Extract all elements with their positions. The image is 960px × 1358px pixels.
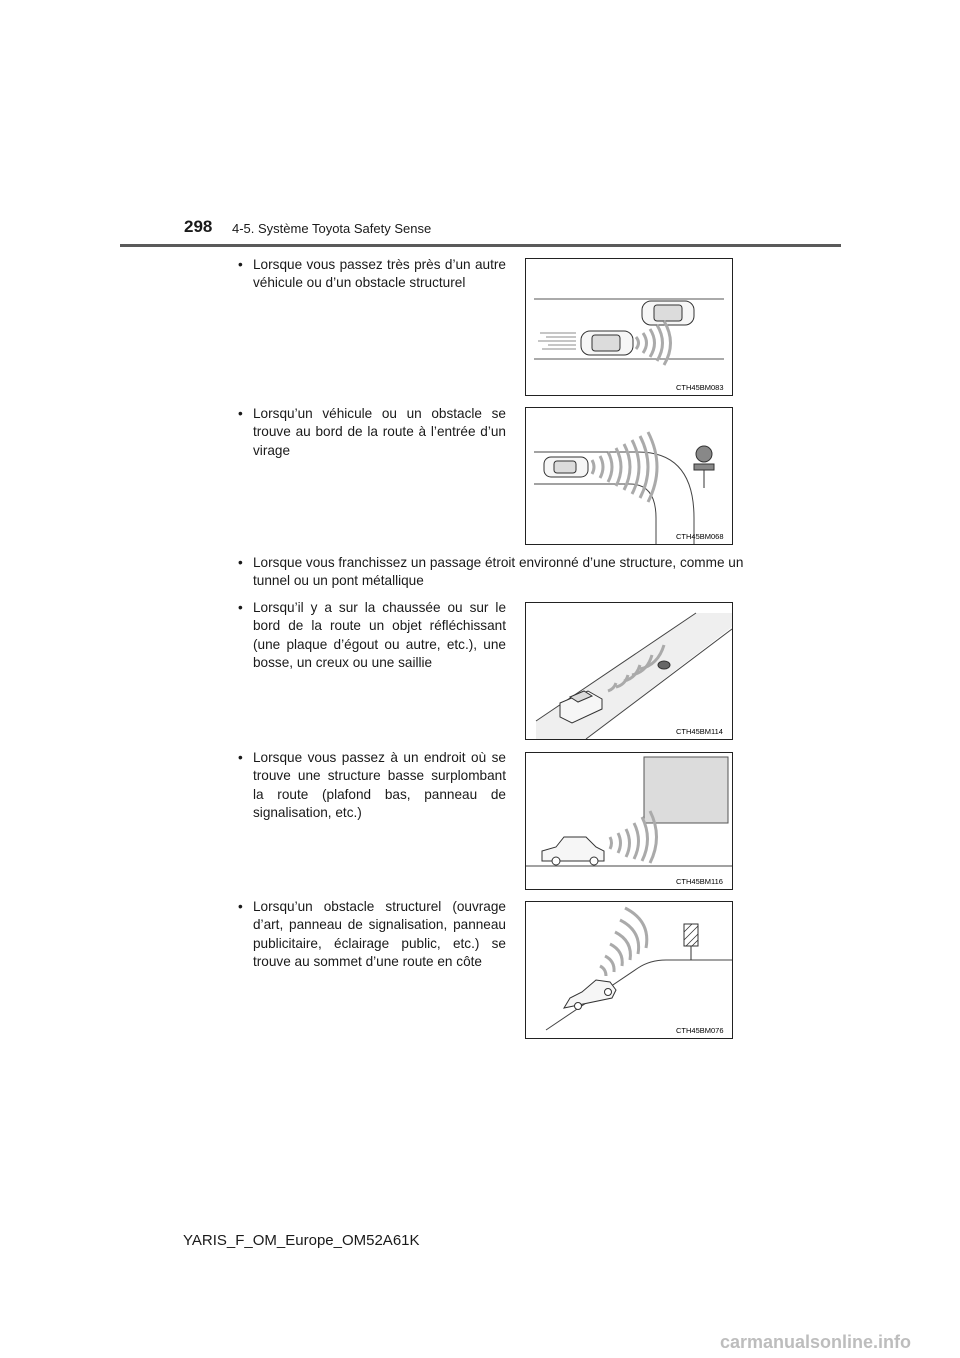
bullet-icon: • xyxy=(238,750,243,765)
parked-car-icon xyxy=(642,301,694,325)
watermark: carmanualsonline.info xyxy=(720,1332,912,1352)
bullet-text: Lorsqu’un véhicule ou un obstacle se trouve au bord de la route à l’entrée d’un virage xyxy=(253,406,506,458)
bullet-icon: • xyxy=(238,257,243,272)
hill-crest-illustration xyxy=(526,902,732,1038)
bullet-text: Lorsqu’il y a sur la chaussée ou sur le bord de la route un objet réfléchissant (une plaque d’égout ou autre, etc.), une bosse, un creux ou une saillie xyxy=(253,600,506,671)
section-title: 4-5. Système Toyota Safety Sense xyxy=(232,221,432,236)
car-icon xyxy=(544,457,588,477)
bullet-item xyxy=(238,256,506,293)
figure-code: CTH45BM076 xyxy=(676,1026,724,1035)
figure-reflective-object xyxy=(525,602,733,740)
manhole-cover-icon xyxy=(658,661,670,669)
figure-curve xyxy=(525,407,733,545)
bullet-item xyxy=(238,405,506,460)
page-number: 298 xyxy=(184,217,213,236)
bullet-icon: • xyxy=(238,555,243,570)
bullet-item xyxy=(238,898,506,972)
bullet-text: Lorsque vous passez à un endroit où se trouve une structure basse surplombant la route (plafond bas, panneau de signalisation, etc.) xyxy=(253,750,506,821)
reflective-object-illustration xyxy=(526,603,732,739)
curve-illustration xyxy=(526,408,732,544)
overhead-structure-icon xyxy=(644,757,728,823)
bullet-icon: • xyxy=(238,406,243,421)
figure-close-pass xyxy=(525,258,733,396)
bullet-text: Lorsqu’un obstacle structurel (ouvrage d’art, panneau de signalisation, panneau publicitaire, éclairage public, etc.) se trouve au sommet d’une route en côte xyxy=(253,899,506,970)
bullet-item xyxy=(238,749,506,823)
road-sign-icon xyxy=(694,446,714,488)
figure-code: CTH45BM114 xyxy=(676,727,723,736)
bullet-text: Lorsque vous passez très près d’un autre véhicule ou d’un obstacle structurel xyxy=(253,257,506,291)
car-icon xyxy=(564,980,616,1010)
road-sign-icon xyxy=(684,924,698,960)
car-icon xyxy=(542,837,604,865)
header-divider xyxy=(120,244,841,247)
close-pass-illustration xyxy=(526,259,732,395)
figure-code: CTH45BM068 xyxy=(676,532,724,541)
bullet-icon: • xyxy=(238,899,243,914)
figure-code: CTH45BM083 xyxy=(676,383,724,392)
bullet-item xyxy=(238,599,506,673)
figure-hill-crest xyxy=(525,901,733,1039)
bullet-icon: • xyxy=(238,600,243,615)
document-id: YARIS_F_OM_Europe_OM52A61K xyxy=(183,1232,420,1249)
bullet-text: Lorsque vous franchissez un passage étroit environné d’une structure, comme un tunnel ou un pont métallique xyxy=(253,555,744,589)
figure-code: CTH45BM116 xyxy=(676,877,723,886)
bullet-item xyxy=(238,554,748,591)
overhead-structure-illustration xyxy=(526,753,732,889)
moving-car-icon xyxy=(581,331,633,355)
figure-overhead-structure xyxy=(525,752,733,890)
